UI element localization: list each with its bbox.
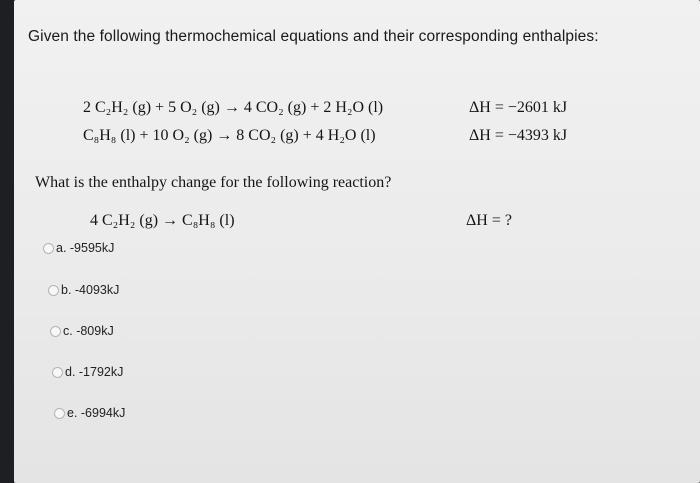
equation-2-enthalpy: ΔH = −4393 kJ xyxy=(469,127,568,144)
radio-button-icon[interactable] xyxy=(54,408,65,419)
option-d-label: d. -1792kJ xyxy=(65,365,124,379)
option-e-label: e. -6994kJ xyxy=(67,406,126,420)
option-a[interactable] xyxy=(43,241,114,255)
option-a-label: a. -9595kJ xyxy=(56,241,115,255)
quiz-page xyxy=(14,0,700,483)
equation-2: C₈H₈ (l) + 10 O₂ (g) → 8 CO₂ (g) + 4 H₂O (l) xyxy=(83,127,376,144)
radio-button-icon[interactable] xyxy=(50,326,61,337)
equation-1: 2 C₂H₂ (g) + 5 O₂ (g) → 4 CO₂ (g) + 2 H₂O (l) xyxy=(83,99,384,116)
radio-button-icon[interactable] xyxy=(43,243,54,254)
radio-button-icon[interactable] xyxy=(48,285,59,296)
option-d[interactable] xyxy=(52,365,123,379)
option-b[interactable] xyxy=(48,283,119,297)
option-e[interactable] xyxy=(54,406,125,420)
option-b-label: b. -4093kJ xyxy=(61,283,120,297)
equation-1-enthalpy: ΔH = −2601 kJ xyxy=(469,99,568,116)
prompt-text: What is the enthalpy change for the following reaction? xyxy=(35,174,392,191)
option-c[interactable] xyxy=(50,324,114,338)
target-reaction: 4 C₂H₂ (g) → C₈H₈ (l) xyxy=(90,212,235,229)
option-c-label: c. -809kJ xyxy=(63,324,114,338)
target-enthalpy: ΔH = ? xyxy=(466,212,512,229)
question-text: Given the following thermochemical equations and their corresponding enthalpies: xyxy=(28,28,599,45)
radio-button-icon[interactable] xyxy=(52,367,63,378)
